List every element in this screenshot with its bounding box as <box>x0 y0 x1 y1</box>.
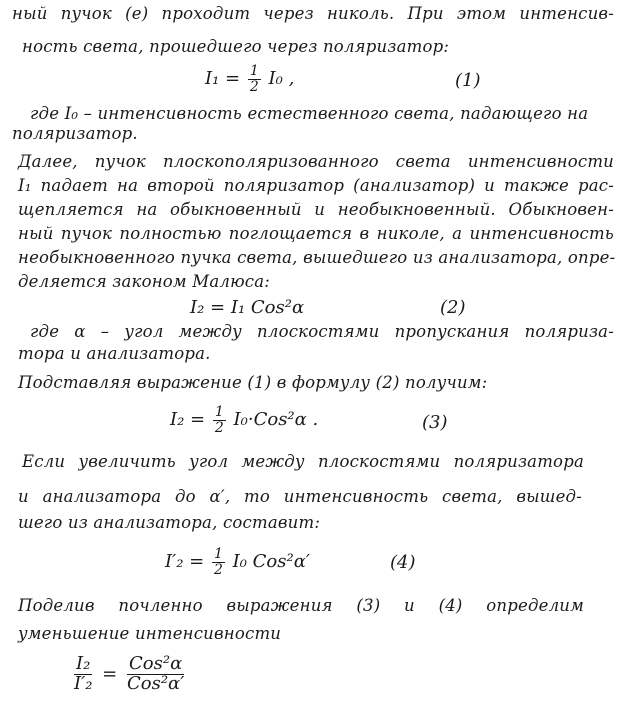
formula-4-fraction <box>212 547 225 577</box>
formula-5-left-fraction <box>72 655 94 694</box>
text-line-18: уменьшение интенсивности <box>18 624 282 643</box>
formula-4-den: 2 <box>213 561 223 578</box>
text-line-12: тора и анализатора. <box>18 344 211 363</box>
formula-5-right-den: Cos²α′ <box>126 672 185 694</box>
formula-1-num: 1 <box>249 63 259 79</box>
formula-5-right-num: Cos²α <box>129 653 183 674</box>
text-line-15: и анализатора до α′, то интенсивность света, вышед- <box>18 487 582 506</box>
equation-number-3: (3) <box>422 412 448 433</box>
text-line-16: шего из анализатора, составит: <box>18 513 321 532</box>
formula-1-rhs: I₀ , <box>268 68 295 90</box>
formula-1-lhs: I₁ = <box>205 68 241 90</box>
equation-number-2: (2) <box>440 297 466 318</box>
equation-number-1: (1) <box>455 70 481 91</box>
formula-3-num: 1 <box>214 404 224 420</box>
formula-2: I₂ = I₁ Cos²α <box>190 297 305 318</box>
text-line-5: Далее, пучок плоскополяризованного света интенсивности <box>18 152 614 171</box>
formula-3 <box>170 405 318 435</box>
text-line-2: ность света, прошедшего через поляризатор: <box>22 37 450 56</box>
formula-4 <box>165 547 310 577</box>
equation-number-4: (4) <box>390 552 416 573</box>
text-line-17: Поделив почленно выражения (3) и (4) определим <box>18 596 584 615</box>
text-line-13: Подставляя выражение (1) в формулу (2) получим: <box>18 373 488 392</box>
formula-5 <box>70 655 188 694</box>
text-line-9: необыкновенного пучка света, вышедшего из анализатора, опре- <box>18 248 616 267</box>
formula-3-lhs: I₂ = <box>170 409 206 431</box>
text-line-6: I₁ падает на второй поляризатор (анализатор) и также рас- <box>18 176 614 195</box>
formula-3-den: 2 <box>214 419 224 436</box>
formula-3-fraction <box>213 405 226 435</box>
formula-5-left-den: I′₂ <box>74 672 93 694</box>
text-line-11: где α – угол между плоскостями пропускания поляриза- <box>30 322 614 341</box>
text-line-10: деляется законом Малюса: <box>18 272 271 291</box>
formula-5-right-fraction <box>125 655 186 694</box>
formula-3-rhs: I₀·Cos²α . <box>233 409 319 431</box>
text-line-8: ный пучок полностью поглощается в николе, а интенсивность <box>18 224 614 243</box>
formula-5-equals: = <box>102 663 118 685</box>
formula-4-lhs: I′₂ = <box>165 551 205 573</box>
text-line-14: Если увеличить угол между плоскостями поляризатора <box>22 452 584 471</box>
formula-4-rhs: I₀ Cos²α′ <box>232 551 310 573</box>
formula-5-left-num: I₂ <box>76 653 91 674</box>
text-line-1: ный пучок (е) проходит через николь. При этом интенсив- <box>12 4 614 23</box>
text-line-4: поляризатор. <box>12 124 138 143</box>
text-line-7: щепляется на обыкновенный и необыкновенный. Обыкновен- <box>18 200 614 219</box>
formula-1-den: 2 <box>249 78 259 95</box>
formula-4-num: 1 <box>213 546 223 562</box>
formula-1 <box>205 64 294 94</box>
formula-1-fraction <box>248 64 261 94</box>
text-line-3: где I₀ – интенсивность естественного света, падающего на <box>30 104 589 123</box>
